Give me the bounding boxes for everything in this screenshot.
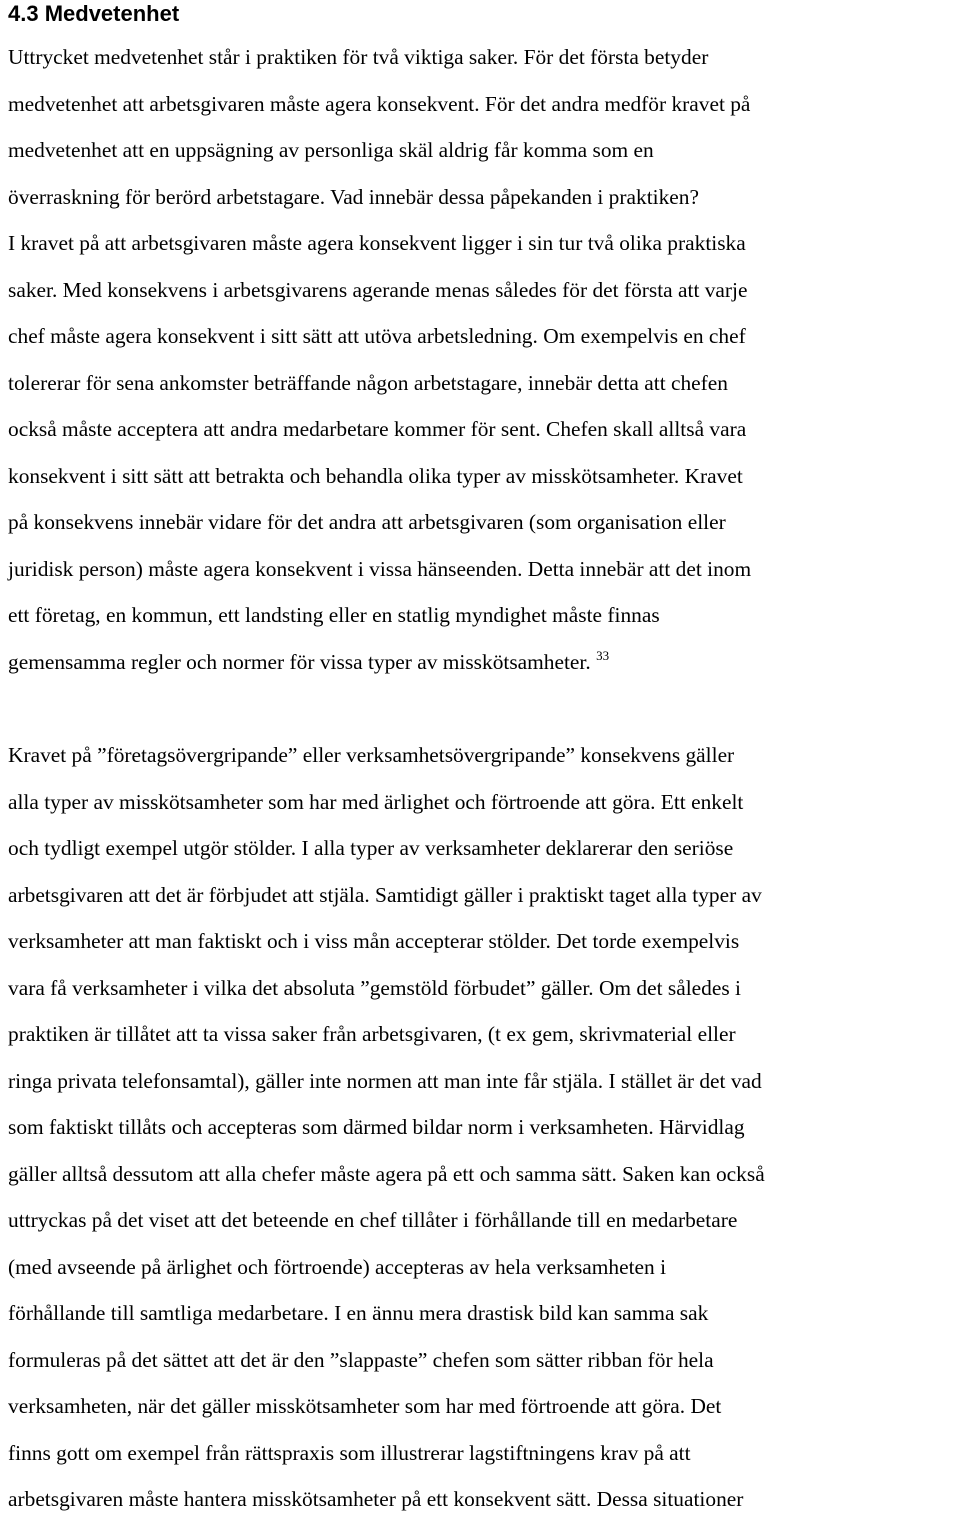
text-line xyxy=(8,965,958,1012)
line-text: gemensamma regler och normer för vissa typer av misskötsamheter. xyxy=(8,649,591,674)
text-line xyxy=(8,174,958,221)
line-text: Uttrycket medvetenhet står i praktiken för två viktiga saker. För det första betyder xyxy=(8,45,709,69)
line-text: medvetenhet att arbetsgivaren måste agera konsekvent. För det andra medför kravet på xyxy=(8,91,751,116)
line-text: Kravet på ”företagsövergripande” eller verksamhetsövergripande” konsekvens gäller xyxy=(8,743,735,767)
line-text: juridisk person) måste agera konsekvent i vissa hänseenden. Detta innebär att det inom xyxy=(8,556,752,581)
text-line xyxy=(8,34,958,81)
line-text: uttryckas på det viset att det beteende en chef tillåter i förhållande till en medarbetare xyxy=(8,1208,738,1232)
text-line xyxy=(8,499,958,546)
text-line xyxy=(8,825,958,872)
text-line xyxy=(8,1104,958,1151)
line-text: ringa privata telefonsamtal), gäller inte normen att man inte får stjäla. I stället är det vad xyxy=(8,1068,762,1093)
paragraph-medvetenhet xyxy=(8,34,958,685)
line-text: som faktiskt tillåts och accepteras som därmed bildar norm i verksamheten. Härvidlag xyxy=(8,1115,745,1139)
line-text: saker. Med konsekvens i arbetsgivarens agerande menas således för det första att varje xyxy=(8,277,748,302)
line-text: verksamheter att man faktiskt och i viss mån accepterar stölder. Det torde exempelvis xyxy=(8,929,740,953)
text-line xyxy=(8,1151,958,1198)
line-text: konsekvent i sitt sätt att betrakta och behandla olika typer av misskötsamheter. Kravet xyxy=(8,463,743,488)
line-text: praktiken är tillåtet att ta vissa saker från arbetsgivaren, (t ex gem, skrivmaterial eller xyxy=(8,1022,736,1046)
text-line xyxy=(8,313,958,360)
text-line xyxy=(8,639,958,686)
text-line xyxy=(8,1337,958,1384)
text-line xyxy=(8,732,958,779)
text-line xyxy=(8,127,958,174)
footnote-marker[interactable]: 33 xyxy=(596,647,610,663)
text-line xyxy=(8,1430,958,1477)
text-line xyxy=(8,453,958,500)
text-line xyxy=(8,406,958,453)
text-line xyxy=(8,872,958,919)
line-text: överraskning för berörd arbetstagare. Vad innebär dessa påpekanden i praktiken? xyxy=(8,184,699,209)
line-text: formuleras på det sättet att det är den ”slappaste” chefen som sätter ribban för hela xyxy=(8,1347,714,1372)
line-text: och tydligt exempel utgör stölder. I alla typer av verksamheter deklarerar den seriöse xyxy=(8,836,734,860)
line-text: medvetenhet att en uppsägning av personliga skäl aldrig får komma som en xyxy=(8,138,654,162)
text-line xyxy=(8,918,958,965)
line-text: verksamheten, när det gäller misskötsamheter som har med förtroende att göra. Det xyxy=(8,1394,722,1418)
document-page xyxy=(8,0,958,1511)
line-text: vara få verksamheter i vilka det absoluta ”gemstöld förbudet” gäller. Om det således i xyxy=(8,975,741,1000)
paragraph-konsekvens xyxy=(8,732,958,1523)
line-text: förhållande till samtliga medarbetare. I en ännu mera drastisk bild kan samma sak xyxy=(8,1301,709,1325)
line-text: på konsekvens innebär vidare för det andra att arbetsgivaren (som organisation eller xyxy=(8,510,726,534)
line-text: chef måste agera konsekvent i sitt sätt att utöva arbetsledning. Om exempelvis en chef xyxy=(8,324,746,348)
text-line xyxy=(8,360,958,407)
text-line xyxy=(8,1290,958,1337)
text-line xyxy=(8,592,958,639)
line-text: (med avseende på ärlighet och förtroende) accepteras av hela verksamheten i xyxy=(8,1254,667,1279)
text-line xyxy=(8,1244,958,1291)
text-line xyxy=(8,1011,958,1058)
text-line xyxy=(8,267,958,314)
text-line xyxy=(8,779,958,826)
text-line xyxy=(8,220,958,267)
line-text: finns gott om exempel från rättspraxis som illustrerar lagstiftningens krav på att xyxy=(8,1440,691,1465)
text-line xyxy=(8,1476,958,1523)
line-text: tolererar för sena ankomster beträffande någon arbetstagare, innebär detta att chefen xyxy=(8,370,728,395)
section-heading: 4.3 Medvetenhet xyxy=(8,1,180,26)
text-line xyxy=(8,1197,958,1244)
line-text: också måste acceptera att andra medarbetare kommer för sent. Chefen skall alltså vara xyxy=(8,417,747,441)
text-line xyxy=(8,546,958,593)
line-text: gäller alltså dessutom att alla chefer måste agera på ett och samma sätt. Saken kan också xyxy=(8,1161,765,1186)
line-text: ett företag, en kommun, ett landsting eller en statlig myndighet måste finnas xyxy=(8,603,660,627)
line-text: arbetsgivaren att det är förbjudet att stjäla. Samtidigt gäller i praktiskt taget alla typer av xyxy=(8,882,762,907)
line-text: alla typer av misskötsamheter som har med ärlighet och förtroende att göra. Ett enkelt xyxy=(8,789,744,814)
text-line xyxy=(8,1383,958,1430)
line-text: I kravet på att arbetsgivaren måste agera konsekvent ligger i sin tur två olika praktiska xyxy=(8,231,746,255)
text-line xyxy=(8,1058,958,1105)
text-line xyxy=(8,81,958,128)
line-text: arbetsgivaren måste hantera misskötsamheter på ett konsekvent sätt. Dessa situationer xyxy=(8,1487,744,1511)
